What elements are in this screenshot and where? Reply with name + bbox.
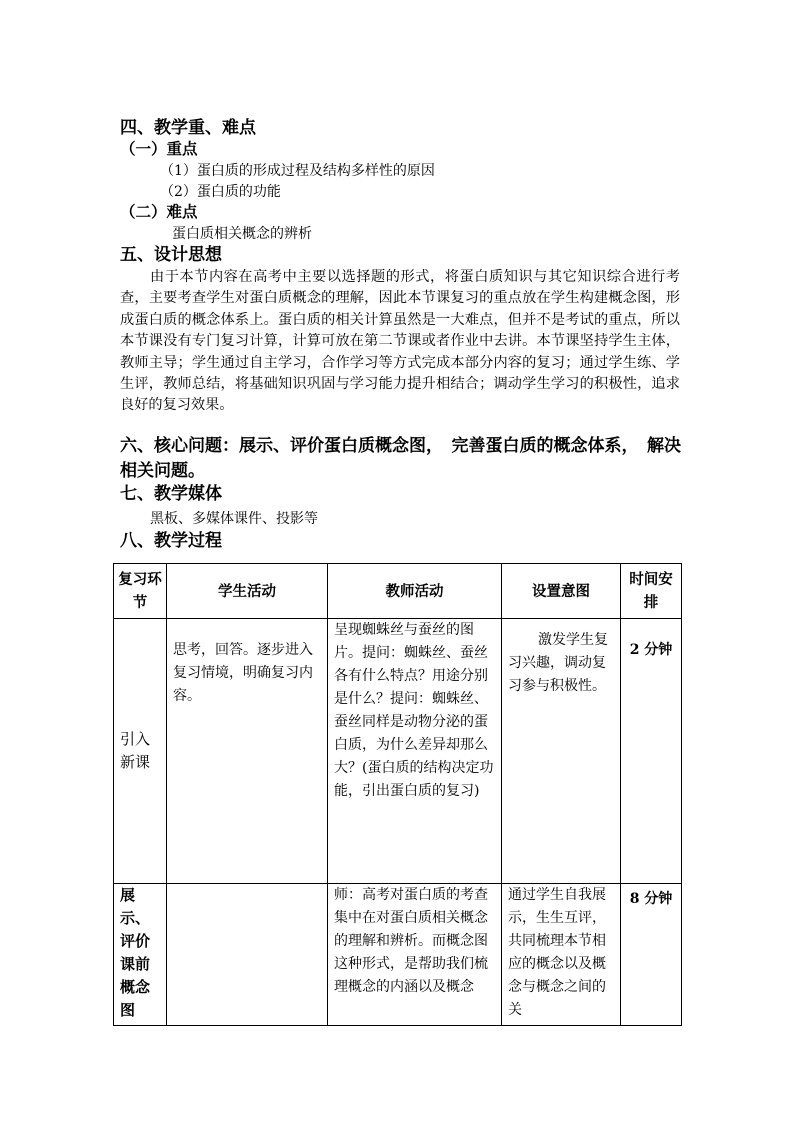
- stage-cell: 引入新课: [114, 619, 167, 884]
- media-content: 黑板、多媒体课件、投影等: [150, 511, 318, 527]
- intent-cell: 激发学生复习兴趣，调动复习参与积极性。: [502, 619, 621, 884]
- table-header-row: [114, 564, 682, 619]
- section-5-title: 五、设计思想: [120, 245, 222, 265]
- section-4-title: 四、教学重、难点: [120, 118, 256, 138]
- focus-heading: （一）重点: [120, 139, 198, 158]
- header-teacher-activity: 教师活动: [328, 564, 502, 619]
- header-intent: 设置意图: [502, 564, 621, 619]
- stage-cell: 展示、评价课前概念图: [114, 884, 167, 1026]
- header-stage: 复习环节: [114, 564, 167, 619]
- difficulty-item: 蛋白质相关概念的辨析: [172, 226, 312, 242]
- table-row: [114, 619, 682, 884]
- teacher-activity-cell: 师：高考对蛋白质的考查集中在对蛋白质相关概念的理解和辨析。而概念图这种形式，是帮助我们梳理概念的内涵以及概念: [328, 884, 502, 1026]
- student-activity-cell: [167, 884, 328, 1026]
- intent-cell: 通过学生自我展示，生生互评，共同梳理本节相应的概念以及概念与概念之间的关: [502, 884, 621, 1026]
- section-8-title: 八、教学过程: [120, 531, 222, 551]
- teaching-process-table: [113, 563, 682, 1026]
- teacher-activity-cell: 呈现蜘蛛丝与蚕丝的图片。提问：蜘蛛丝、蚕丝各有什么特点？用途分别是什么？提问：蜘蛛丝、蚕丝同样是动物分泌的蛋白质，为什么差异却那么大？(蛋白质的结构决定功能，引出蛋白质的复习): [328, 619, 502, 884]
- time-cell: 8 分钟: [621, 884, 682, 1026]
- header-time: 时间安排: [621, 564, 682, 619]
- time-cell: 2 分钟: [621, 619, 682, 884]
- table-row: [114, 884, 682, 1026]
- section-6-title: 六、核心问题：展示、评价蛋白质概念图， 完善蛋白质的概念体系， 解决相关问题。: [120, 436, 681, 481]
- section-7-title: 七、教学媒体: [120, 484, 222, 504]
- focus-item-2: （2）蛋白质的功能: [160, 184, 281, 200]
- design-paragraph: 由于本节内容在高考中主要以选择题的形式，将蛋白质知识与其它知识综合进行考查，主要考查学生对蛋白质概念的理解，因此本节课复习的重点放在学生构建概念图，形成蛋白质的概念体系上。蛋白质的相关计算虽然是一大难点，但并不是考试的重点，所以本节课没有专门复习计算，计算可放在第二节课或者作业中去讲。本节课坚持学生主体，教师主导；学生通过自主学习，合作学习等方式完成本部分内容的复习；通过学生练、学生评，教师总结，将基础知识巩固与学习能力提升相结合；调动学生学习的积极性，追求良好的复习效果。: [120, 269, 680, 414]
- header-student-activity: 学生活动: [167, 564, 328, 619]
- student-activity-cell: 思考，回答。逐步进入复习情境，明确复习内容。: [167, 619, 328, 884]
- focus-item-1: （1）蛋白质的形成过程及结构多样性的原因: [160, 163, 435, 179]
- difficulty-heading: （二）难点: [120, 202, 198, 221]
